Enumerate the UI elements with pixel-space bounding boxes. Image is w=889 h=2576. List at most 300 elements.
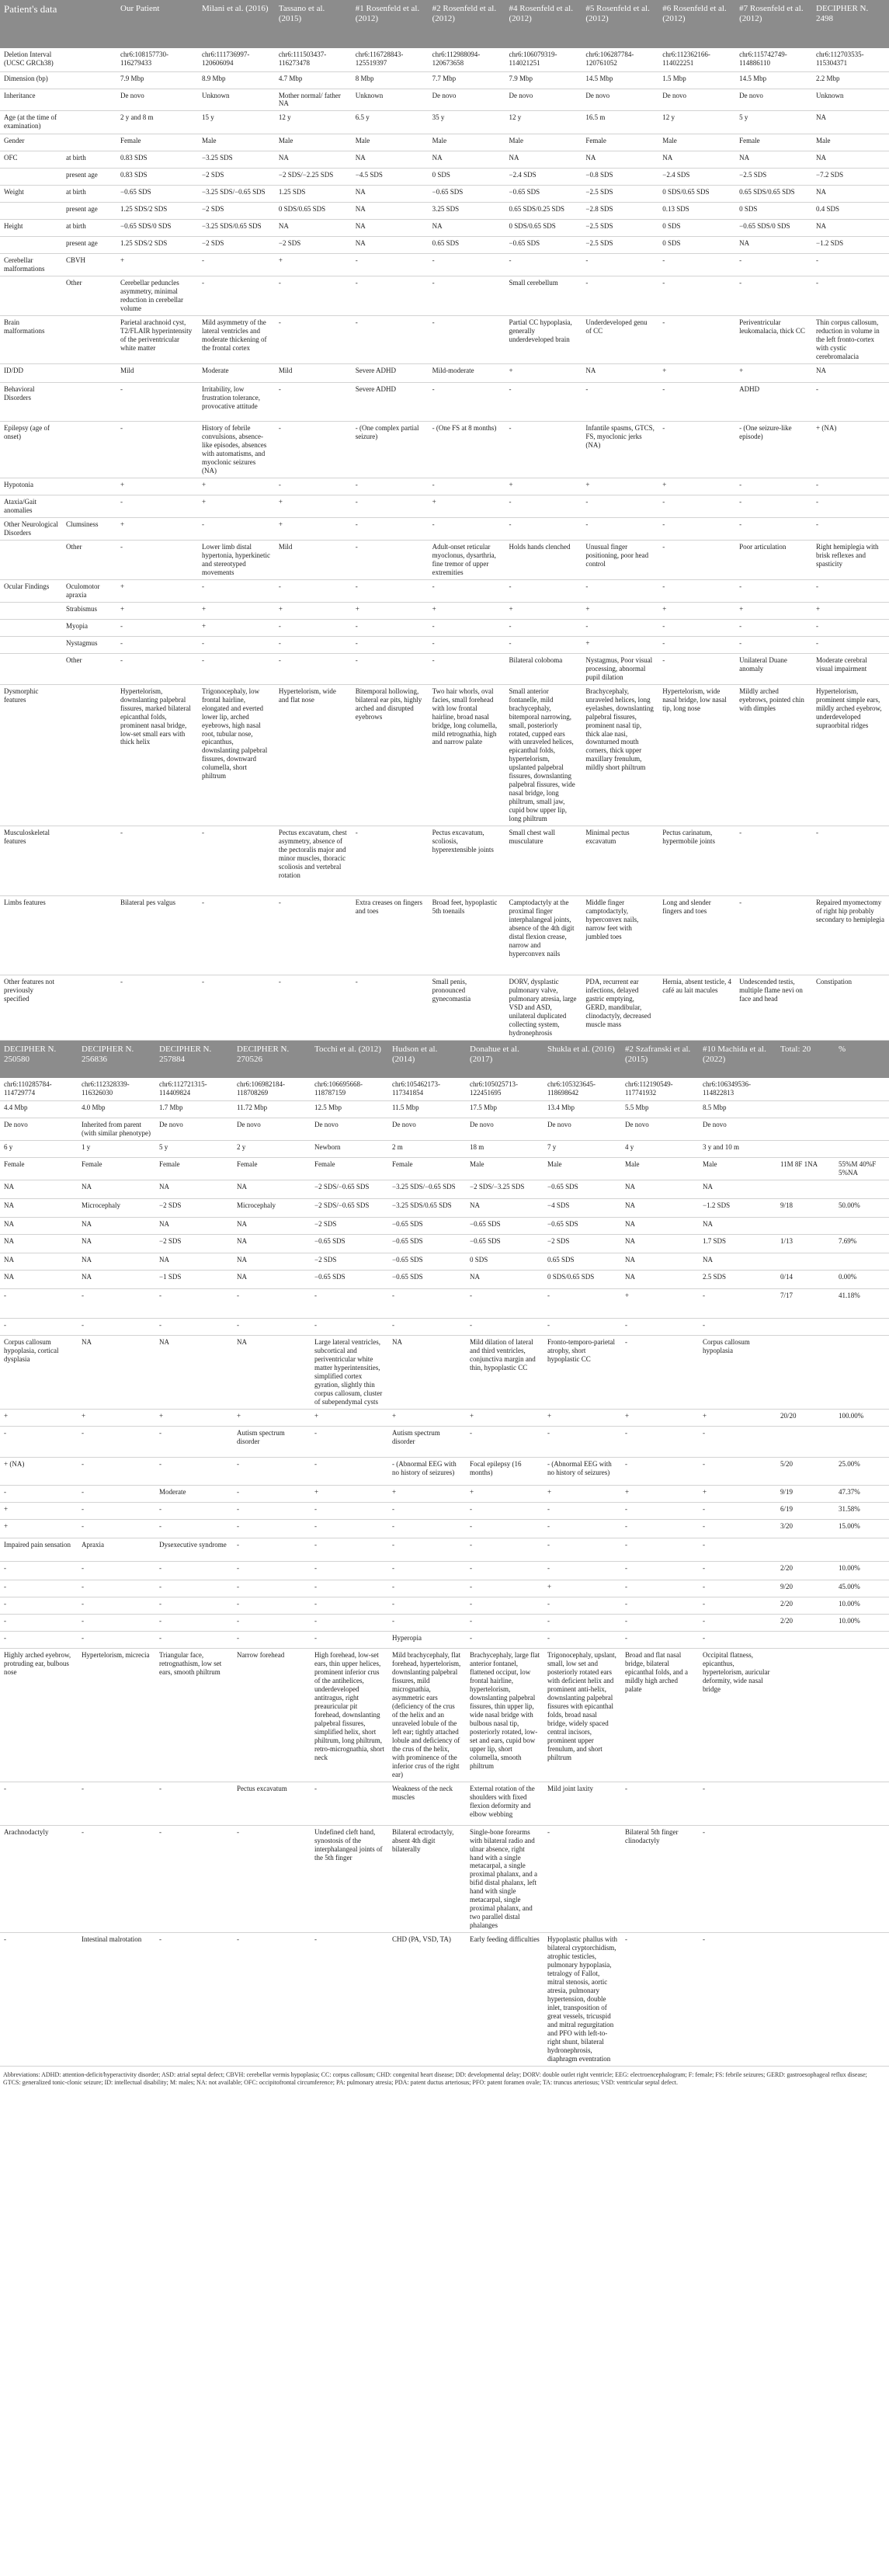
table-cell: - (703, 1505, 705, 1514)
table-cell: Autism spectrum disorder (392, 1429, 440, 1446)
header-cell: #1 Rosenfeld et al. (2012) (352, 0, 429, 48)
table-cell: - (159, 1935, 161, 1944)
table2-body (0, 1078, 889, 2066)
table-cell: −0.65 SDS (392, 1237, 423, 1246)
table-cell: NA (237, 1256, 247, 1264)
table-cell: 0.00% (839, 1273, 857, 1281)
table-cell: - (703, 1321, 705, 1330)
table-cell: −0.65 SDS (509, 188, 540, 196)
table-cell: −0.65 SDS (509, 239, 540, 248)
table-cell: 1.25 SDS/2 SDS (120, 239, 168, 248)
table-cell: - (625, 1429, 627, 1437)
table-cell: Bitemporal hollowing, bilateral ear pits, highly arched and disrupted eyebrows (355, 687, 422, 721)
table-cell: 11.72 Mbp (237, 1104, 268, 1112)
table-cell: De novo (120, 91, 144, 99)
table-cell: - (703, 1600, 705, 1608)
table-cell: - (739, 899, 742, 907)
row-sublabel: Myopia (66, 621, 88, 630)
table-cell: Intestinal malrotation (82, 1935, 142, 1944)
table-cell: - (82, 1583, 84, 1591)
table-cell: - (625, 1617, 627, 1625)
table-cell: - (314, 1291, 317, 1300)
table-cell: - (278, 582, 281, 590)
table-cell (835, 1782, 889, 1825)
row-label: Cerebellar malformations (4, 256, 45, 273)
table-cell: - (703, 1935, 705, 1944)
table-cell: NA (703, 1183, 713, 1191)
table-cell: - (278, 978, 281, 986)
table-cell: - (432, 655, 435, 664)
table-cell: - (547, 1522, 550, 1531)
table-row (0, 1580, 889, 1597)
table-cell: Male (816, 137, 831, 145)
table-cell: - (237, 1505, 239, 1514)
row-sublabel (62, 975, 116, 1041)
table-cell (835, 1649, 889, 1782)
table-cell: NA (816, 367, 826, 375)
header-cell: DECIPHER N. 256836 (78, 1041, 155, 1078)
table-row (0, 1458, 889, 1486)
row-sublabel (62, 684, 116, 826)
table-cell: Repaired myomectomy of right hip probably secondary to hemiplegia (816, 899, 884, 924)
table-cell: + (739, 367, 744, 375)
table-cell: Small cerebellum (509, 279, 558, 287)
table-cell: NA (4, 1273, 14, 1281)
table-cell: −3.25 SDS/−0.65 SDS (202, 188, 266, 196)
header-cell: #2 Rosenfeld et al. (2012) (429, 0, 505, 48)
table-cell: 1.7 SDS (703, 1237, 727, 1246)
table-cell: 2/20 (780, 1600, 794, 1608)
table-row (0, 1597, 889, 1615)
table-cell: Severe ADHD (355, 385, 396, 394)
table-cell: NA (703, 1220, 713, 1229)
table-cell: - (82, 1600, 84, 1608)
table-row (0, 383, 889, 422)
row-sublabel (62, 111, 116, 134)
table-cell: −2 SDS (202, 205, 224, 214)
table-cell: - (739, 582, 742, 590)
table-cell: chr6:115742749-114886110 (739, 50, 787, 67)
table-cell: Nystagmus, Poor visual processing, abnormal pupil dilation (585, 655, 653, 681)
table-cell: 25.00% (839, 1460, 860, 1469)
abbreviations-note: Abbreviations: ADHD: attention-deficit/hyperactivity disorder; ASD: atrial septal defect; CBVH: cerebellar vermis hypoplasia; CC: corpus callosum; CHD: congenital heart disease; DD: developmental delay; DORV: double outlet right ventricle; EEG: electroencephalogram; F: female; FS: febrile seizures; GERD: gastroesophageal reflux disease; GTCS: generalized tonic-clonic seizure; ID: intellectual disability; M: males; NA: not available; OFC: occipitofrontal circumference; PA: pulmonary atresia; PDA: patent ductus arteriosus; PFO: patent foramen ovale; TA: truncus arteriosus; VSD: ventricular septal defect. (3, 2070, 867, 2087)
table-cell: - (One FS at 8 months) (432, 424, 497, 433)
table-cell: + (625, 1412, 630, 1420)
row-label: Dysmorphic features (4, 687, 39, 704)
table-cell: - (585, 279, 589, 287)
table-cell: De novo (392, 1121, 416, 1129)
table-cell: NA (470, 1201, 480, 1210)
table-cell: - (662, 621, 665, 630)
table-cell: Pectus carinatum, hypermobile joints (662, 829, 715, 846)
table-row (0, 1141, 889, 1158)
table-cell: 0.83 SDS (120, 171, 148, 179)
table-cell: Mild dilation of lateral and third ventricles, conjunctiva margin and thin, hypoplastic CC (470, 1338, 536, 1372)
table-cell: - (314, 1583, 317, 1591)
table-cell: 9/18 (780, 1201, 794, 1210)
row-label: Other features not previously specified (4, 978, 54, 1003)
table-cell: 6/19 (780, 1505, 794, 1514)
table-cell: Triangular face, retrognathism, low set ears, smooth philtrum (159, 1651, 222, 1676)
table-cell: - (82, 1460, 84, 1469)
table-cell: Trigonocephaly, low frontal hairline, elongated and everted lower lip, arched eyebrows, high nasal root, tubular nose, epicanthus, downslanting palpebral fissures, downward columella, short philtrum (202, 687, 268, 780)
table-cell (776, 1538, 835, 1562)
table-cell (835, 1632, 889, 1649)
table-cell: - (120, 978, 123, 986)
table-cell: - (470, 1291, 472, 1300)
table-cell: Corpus callosum hypoplasia, cortical dysplasia (4, 1338, 59, 1364)
row-sublabel: at birth (66, 222, 86, 231)
table-cell: + (509, 481, 513, 489)
table-cell: Hypertelorism, wide and flat nose (278, 687, 336, 704)
table-cell: NA (355, 239, 366, 248)
table-cell: De novo (625, 1121, 649, 1129)
table-cell: Trigonocephaly, upslant, small, low set and posteriorly rotated ears with deficient helix and prominent anti-helix, downslanting palpebral fissures with epicanthal folds, broad nasal bridge, widely spaced central incisors, prominent upper frenulum, and short philtrum (547, 1651, 616, 1761)
table-cell: - (82, 1617, 84, 1625)
table-cell: 6.5 y (355, 113, 370, 122)
table-cell: - (4, 1564, 6, 1573)
table-cell: NA (82, 1220, 92, 1229)
table-cell: - (392, 1291, 394, 1300)
table-cell: - (355, 256, 358, 265)
table-cell: - (392, 1617, 394, 1625)
table-cell: + (585, 638, 590, 647)
table-cell: Pectus excavatum, chest asymmetry, absence of the pectoralis major and minor muscles, thoracic scoliosis and vertebral rotation (278, 829, 347, 879)
table-cell (776, 1078, 835, 1101)
table-cell (835, 1078, 889, 1101)
table-cell: - (278, 318, 281, 327)
table-row (0, 71, 889, 89)
table-cell: - (355, 318, 358, 327)
table-cell: Male (278, 137, 293, 145)
table-cell: - (703, 1460, 705, 1469)
table-cell: - (278, 385, 281, 394)
table-cell: −0.65 SDS (547, 1183, 578, 1191)
table-cell: - (625, 1634, 627, 1643)
table-cell: −2 SDS (159, 1201, 182, 1210)
table-row (0, 684, 889, 826)
table-cell: External rotation of the shoulders with fixed flexion deformity and elbow webbing (470, 1784, 535, 1818)
table-cell: - (739, 638, 742, 647)
table-cell: 0 SDS (662, 239, 681, 248)
table-cell: 2.2 Mbp (816, 74, 840, 82)
table-cell: - (432, 256, 435, 265)
table-row (0, 1253, 889, 1271)
table-cell: - (4, 1935, 6, 1944)
table-cell: 2/20 (780, 1564, 794, 1573)
table-cell: NA (509, 154, 519, 162)
table-cell: - (159, 1429, 161, 1437)
table-cell: Pectus excavatum (237, 1784, 287, 1792)
table-cell: Male (202, 137, 217, 145)
table-cell: + (392, 1488, 397, 1497)
table-cell: Hypertelorism, downslanting palpebral fissures, marked bilateral epicanthal folds, prominent nasal bridge, low-set small ears with thick helix (120, 687, 191, 746)
table-cell: + (355, 604, 359, 613)
table-cell: Undefined cleft hand, synostosis of the interphalangeal joints of the 5th finger (314, 1827, 383, 1862)
table-cell: 7/17 (780, 1291, 794, 1300)
table-cell: 15.00% (839, 1522, 860, 1531)
table-row (0, 151, 889, 169)
table-cell: - (703, 1827, 705, 1836)
table-cell: Mildly arched eyebrows, pointed chin with dimples (739, 687, 804, 712)
table-cell: −1 SDS (159, 1273, 182, 1281)
table-cell: NA (237, 1237, 247, 1246)
table-cell: −0.65 SDS (314, 1237, 346, 1246)
table-cell: Mother normal/ father NA (278, 91, 341, 108)
header-cell: #6 Rosenfeld et al. (2012) (658, 0, 735, 48)
table-cell: - (159, 1505, 161, 1514)
table-cell: - (547, 1600, 550, 1608)
row-label: OFC (4, 154, 18, 162)
header-cell: Hudson et al. (2014) (388, 1041, 466, 1078)
table-row (0, 48, 889, 71)
table-cell (776, 1427, 835, 1458)
table-cell: - (237, 1321, 239, 1330)
table-cell: chr6:112721315-114409824 (159, 1079, 207, 1097)
table-cell: - (237, 1460, 239, 1469)
table-row (0, 186, 889, 203)
table-cell: - (120, 424, 123, 433)
table-cell: Camptodactyly at the proximal finger interphalangeal joints, absence of the 4th digit distal flexion crease, narrow and hyperconvex nails (509, 899, 575, 958)
table-cell: chr6:106079319-114021251 (509, 50, 557, 67)
table-cell (776, 1933, 835, 2067)
table-row (0, 579, 889, 602)
table-cell: Mild asymmetry of the lateral ventricles and moderate thickening of the frontal cortex (202, 318, 267, 353)
table-cell: - (585, 582, 589, 590)
table-cell: - (159, 1522, 161, 1531)
table-cell: 2 y and 8 m (120, 113, 154, 122)
table-cell: −0.8 SDS (585, 171, 613, 179)
table-cell: Corpus callosum hypoplasia (703, 1338, 750, 1355)
table-cell: - (585, 256, 589, 265)
table-cell: - (509, 498, 512, 506)
header-cell: #5 Rosenfeld et al. (2012) (582, 0, 658, 48)
table-cell: - (355, 542, 358, 551)
row-label (0, 619, 62, 636)
table-cell: - (314, 1564, 317, 1573)
table-cell: - (278, 899, 281, 907)
table-row (0, 111, 889, 134)
table-row (0, 364, 889, 383)
table-cell: chr6:108157730-116279433 (120, 50, 168, 67)
table-cell: - (816, 256, 818, 265)
table-cell: De novo (739, 91, 763, 99)
table-cell: Fronto-temporo-parietal atrophy, short hypoplastic CC (547, 1338, 615, 1364)
table-cell: - (509, 520, 512, 528)
table-cell: - (547, 1634, 550, 1643)
table-cell: De novo (547, 1121, 571, 1129)
header-cell (62, 0, 116, 48)
table-row (0, 478, 889, 495)
table-row (0, 1520, 889, 1538)
table-cell: - (One seizure-like episode) (739, 424, 792, 441)
table-cell: - (816, 638, 818, 647)
table-cell: - (625, 1583, 627, 1591)
table-cell: - (739, 520, 742, 528)
table-cell: 100.00% (839, 1412, 864, 1420)
table-cell: −0.65 SDS (392, 1273, 423, 1281)
table-cell: - (355, 829, 358, 837)
table-cell: 5 y (739, 113, 748, 122)
table-cell: 8.5 Mbp (703, 1104, 727, 1112)
row-label: Ataxia/Gait anomalies (4, 498, 36, 515)
table-cell: - (314, 1460, 317, 1469)
table-cell: - (237, 1827, 239, 1836)
table-cell: −4 SDS (547, 1201, 570, 1210)
table-cell: −0.65 SDS (120, 188, 151, 196)
table-cell (835, 1933, 889, 2067)
table-cell: + (120, 481, 125, 489)
table-cell: −2 SDS/−3.25 SDS (470, 1183, 525, 1191)
table-cell: - (547, 1827, 550, 1836)
row-label: Brain malformations (4, 318, 45, 335)
table-cell: - (82, 1505, 84, 1514)
table-cell: 16.5 m (585, 113, 606, 122)
table-cell: De novo (314, 1121, 339, 1129)
table-cell (776, 1782, 835, 1825)
header-cell: #7 Rosenfeld et al. (2012) (735, 0, 812, 48)
table-cell: - (432, 582, 435, 590)
table-cell: - (355, 621, 358, 630)
table-cell: 55%M 40%F 5%NA (839, 1160, 877, 1177)
table-cell: Large lateral ventricles, subcortical and periventricular white matter hyperintensities, simplified cortex gyration, slightly thin corpus callosum, cluster of subependymal cysts (314, 1338, 383, 1406)
table-cell: - (432, 385, 435, 394)
table-cell: - (314, 1600, 317, 1608)
table-cell: chr6:110285784-114729774 (4, 1079, 52, 1097)
table-cell: 7.7 Mbp (432, 74, 457, 82)
table-cell: 0 SDS/0.65 SDS (509, 222, 556, 231)
table-cell (776, 1101, 835, 1118)
table-cell: - (314, 1522, 317, 1531)
table-cell: - (202, 256, 204, 265)
table-cell: - (314, 1321, 317, 1330)
table-cell: 0 SDS (662, 222, 681, 231)
table-cell: chr6:111503437-116273478 (278, 50, 327, 67)
table-cell: NA (159, 1183, 169, 1191)
table-cell: - (One complex partial seizure) (355, 424, 419, 441)
table-cell: 0.83 SDS (120, 154, 148, 162)
table-cell: - (662, 655, 665, 664)
table-cell: Mild-moderate (432, 367, 474, 375)
table-cell: Parietal arachnoid cyst, T2/FLAIR hyperintensity of the periventricular white matter (120, 318, 193, 353)
table-cell: - (Abnormal EEG with no history of seizures) (392, 1460, 457, 1477)
table-cell: Underdeveloped genu of CC (585, 318, 648, 335)
table-cell: −2.4 SDS (509, 171, 537, 179)
table-cell: De novo (237, 1121, 261, 1129)
table-cell (835, 1118, 889, 1141)
table-cell (835, 1538, 889, 1562)
table-row (0, 134, 889, 151)
header-cell: Milani et al. (2016) (198, 0, 275, 48)
table-cell: - (355, 582, 358, 590)
table-cell: 7.69% (839, 1237, 857, 1246)
table-cell: - (355, 638, 358, 647)
table-cell: - (237, 1291, 239, 1300)
table-cell: 8.9 Mbp (202, 74, 226, 82)
table-cell: - (237, 1488, 239, 1497)
table-cell: Two hair whorls, oval facies, small forehead with low frontal hairline, broad nasal bridge, long columella, mild retrognathia, high and narrow palate (432, 687, 498, 746)
header-cell: DECIPHER N. 257884 (155, 1041, 233, 1078)
table-cell: High forehead, low-set ears, thin upper helices, prominent inferior crus of the antihelices, underdeveloped antitragus, right preauricular pit forehead, downslanting palpebral fissures, simplified helix, short philtrum, long philtrum, retro-micrognathia, short neck (314, 1651, 384, 1761)
table-row (0, 1336, 889, 1410)
table-cell: - (509, 582, 512, 590)
table-cell: −2 SDS (202, 239, 224, 248)
table-cell: −3.25 SDS/−0.65 SDS (392, 1183, 456, 1191)
table-cell: 7.9 Mbp (120, 74, 144, 82)
row-label: Hypotonia (4, 481, 33, 489)
table-cell: - (120, 638, 123, 647)
row-label: Other Neurological Disorders (4, 520, 58, 537)
table-cell: Unknown (202, 91, 230, 99)
table-row (0, 422, 889, 478)
table-cell: Mild joint laxity (547, 1784, 594, 1792)
table-cell: chr6:106695668-118787159 (314, 1079, 363, 1097)
row-label: Deletion Interval (UCSC GRCh38) (4, 50, 54, 67)
table-cell: + (314, 1488, 319, 1497)
table-cell: - (625, 1460, 627, 1469)
table1-body (0, 48, 889, 1040)
table-cell: - (355, 655, 358, 664)
table-cell: chr6:106287784-120761052 (585, 50, 634, 67)
table-cell (776, 1118, 835, 1141)
table-cell (776, 1319, 835, 1336)
table-cell: - (816, 829, 818, 837)
table-cell: NA (82, 1338, 92, 1347)
table-cell: De novo (662, 91, 686, 99)
table-cell: Hernia, absent testicle, 4 café au lait macules (662, 978, 731, 995)
table-cell: NA (278, 154, 289, 162)
table-cell: - (159, 1600, 161, 1608)
table-cell: NA (159, 1256, 169, 1264)
table-cell: 3/20 (780, 1522, 794, 1531)
table-cell: NA (278, 222, 289, 231)
table-cell: NA (625, 1220, 635, 1229)
table-cell (835, 1101, 889, 1118)
table-cell: Focal epilepsy (16 months) (470, 1460, 522, 1477)
table-cell: Female (314, 1160, 335, 1169)
table-row (0, 316, 889, 364)
table-cell: Lower limb distal hypertonia, hyperkinetic and stereotyped movements (202, 542, 270, 576)
table-cell: Occipital flatness, epicanthus, hypertelorism, auricular deformity, wide nasal bridge (703, 1651, 770, 1693)
table-cell: Inherited from parent (with similar phenotype) (82, 1121, 151, 1138)
table-cell: −0.65 SDS/0 SDS (739, 222, 790, 231)
table-row (0, 1632, 889, 1649)
table-cell: - (392, 1564, 394, 1573)
table-cell: - (816, 385, 818, 394)
row-sublabel (62, 48, 116, 71)
table-cell: + (237, 1412, 241, 1420)
table-cell: - (237, 1617, 239, 1625)
table-cell: −2 SDS/−0.65 SDS (314, 1183, 370, 1191)
table-cell: chr6:112362166-114022251 (662, 50, 710, 67)
table-cell: NA (159, 1220, 169, 1229)
table-cell: 1.25 SDS/2 SDS (120, 205, 168, 214)
table-cell: - (82, 1634, 84, 1643)
table-cell: −0.65 SDS (392, 1220, 423, 1229)
table-cell: Brachycephaly, unraveled helices, long eyelashes, downslanting palpebral fissures, prominent nasal tip, thick alae nasi, downturned mouth corners, thick upper maxillary frenulum, mildly short philtrum (585, 687, 654, 772)
table-cell: - (237, 1522, 239, 1531)
table-cell: - (662, 498, 665, 506)
table-cell: + (470, 1412, 474, 1420)
table-cell: - (278, 655, 281, 664)
table-row (0, 896, 889, 975)
table-cell: - (314, 1505, 317, 1514)
table-cell: Single-bone forearms with bilateral radio and ulnar absence, right hand with a single metacarpal, a single proximal phalanx, and a bifid distal phalanx, left hand with single metacarpal, single proximal phalanx, and two parallel distal phalanges (470, 1827, 537, 1930)
row-sublabel (62, 134, 116, 151)
table-cell: - (816, 621, 818, 630)
table-cell: - (585, 498, 589, 506)
table-row (0, 602, 889, 619)
